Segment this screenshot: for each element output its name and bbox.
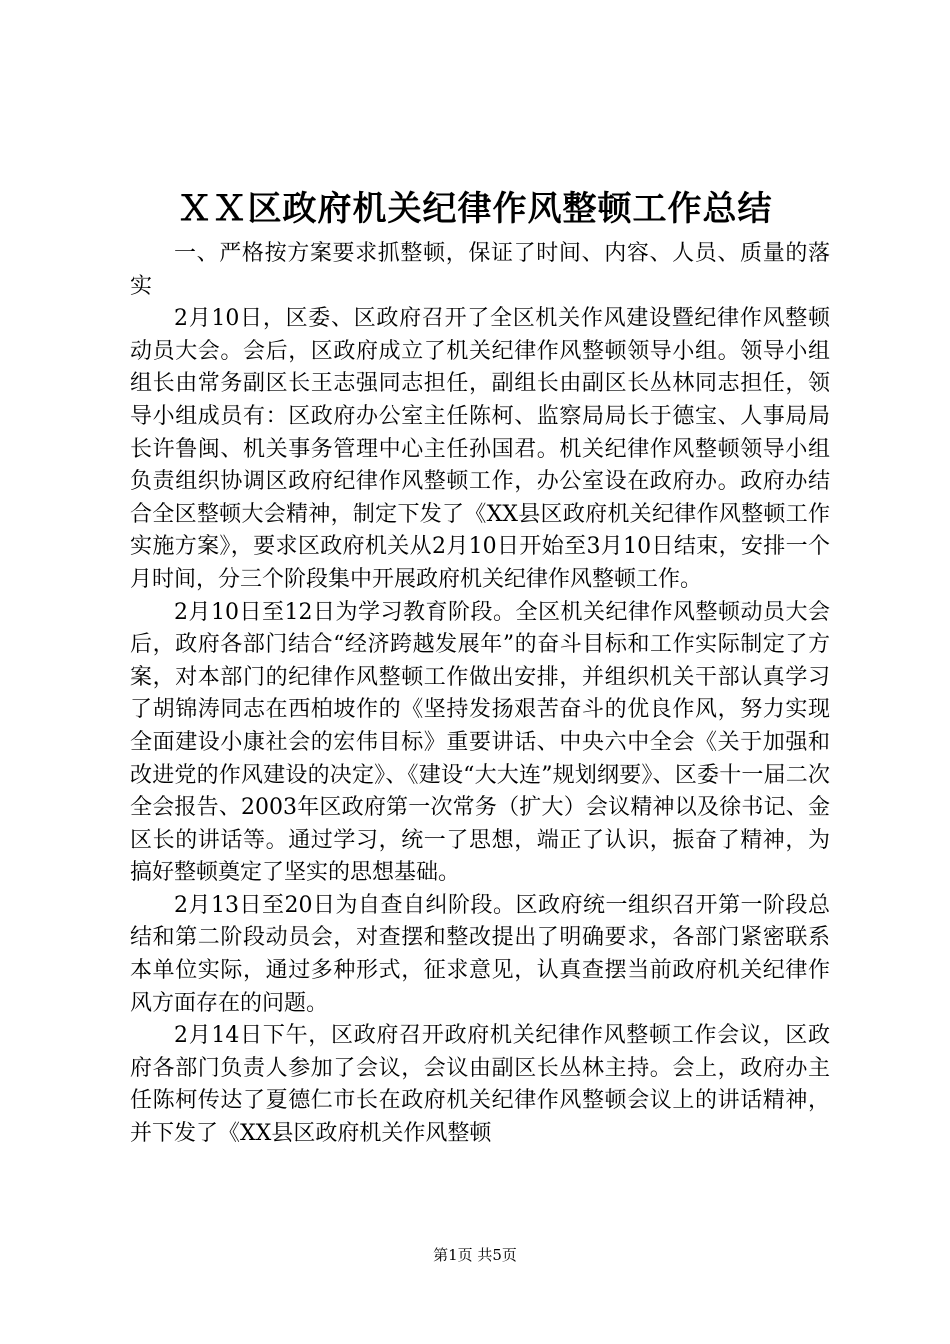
paragraph: 2月10日至12日为学习教育阶段。全区机关纪律作风整顿动员大会后，政府各部门结合“经济跨越发展年”的奋斗目标和工作实际制定了方案，对本部门的纪律作风整顿工作做出安排，并组织机关干部认真学习了胡锦涛同志在西柏坡作的《坚持发扬艰苦奋斗的优良作风，努力实现全面建设小康社会的宏伟目标》重要讲话、中央六中全会《关于加强和改进党的作风建设的决定》、《建设“大大连”规划纲要》、区委十一届二次全会报告、2003年区政府第一次常务（扩大）会议精神以及徐书记、金区长的讲话等。通过学习，统一了思想，端正了认识，振奋了精神，为搞好整顿奠定了坚实的思想基础。 — [130, 599, 830, 886]
paragraph: 2月14日下午，区政府召开政府机关纪律作风整顿工作会议，区政府各部门负责人参加了会议，会议由副区长丛林主持。会上，政府办主任陈柯传达了夏德仁市长在政府机关纪律作风整顿会议上的讲话精神，并下发了《XX县区政府机关作风整顿 — [130, 1023, 830, 1147]
paragraph: 2月13日至20日为自查自纠阶段。区政府统一组织召开第一阶段总结和第二阶段动员会，对查摆和整改提出了明确要求，各部门紧密联系本单位实际，通过多种形式，征求意见，认真查摆当前政府机关纪律作风方面存在的问题。 — [130, 892, 830, 1016]
paragraph-section-heading: 一、严格按方案要求抓整顿，保证了时间、内容、人员、质量的落实 — [130, 241, 830, 299]
document-body — [130, 238, 830, 1151]
document-title: ＸＸ区政府机关纪律作风整顿工作总结 — [177, 189, 773, 229]
paragraph: 2月10日，区委、区政府召开了全区机关作风建设暨纪律作风整顿动员大会。会后，区政府成立了机关纪律作风整顿领导小组。领导小组组长由常务副区长王志强同志担任，副组长由副区长丛林同志担任，领导小组成员有：区政府办公室主任陈柯、监察局局长于德宝、人事局局长许鲁闽、机关事务管理中心主任孙国君。机关纪律作风整顿领导小组负责组织协调区政府纪律作风整顿工作，办公室设在政府办。政府办结合全区整顿大会精神，制定下发了《XX县区政府机关纪律作风整顿工作实施方案》，要求区政府机关从2月10日开始至3月10日结束，安排一个月时间，分三个阶段集中开展政府机关纪律作风整顿工作。 — [130, 306, 830, 592]
page-number-footer: 第1页 共5页 — [433, 1246, 517, 1264]
